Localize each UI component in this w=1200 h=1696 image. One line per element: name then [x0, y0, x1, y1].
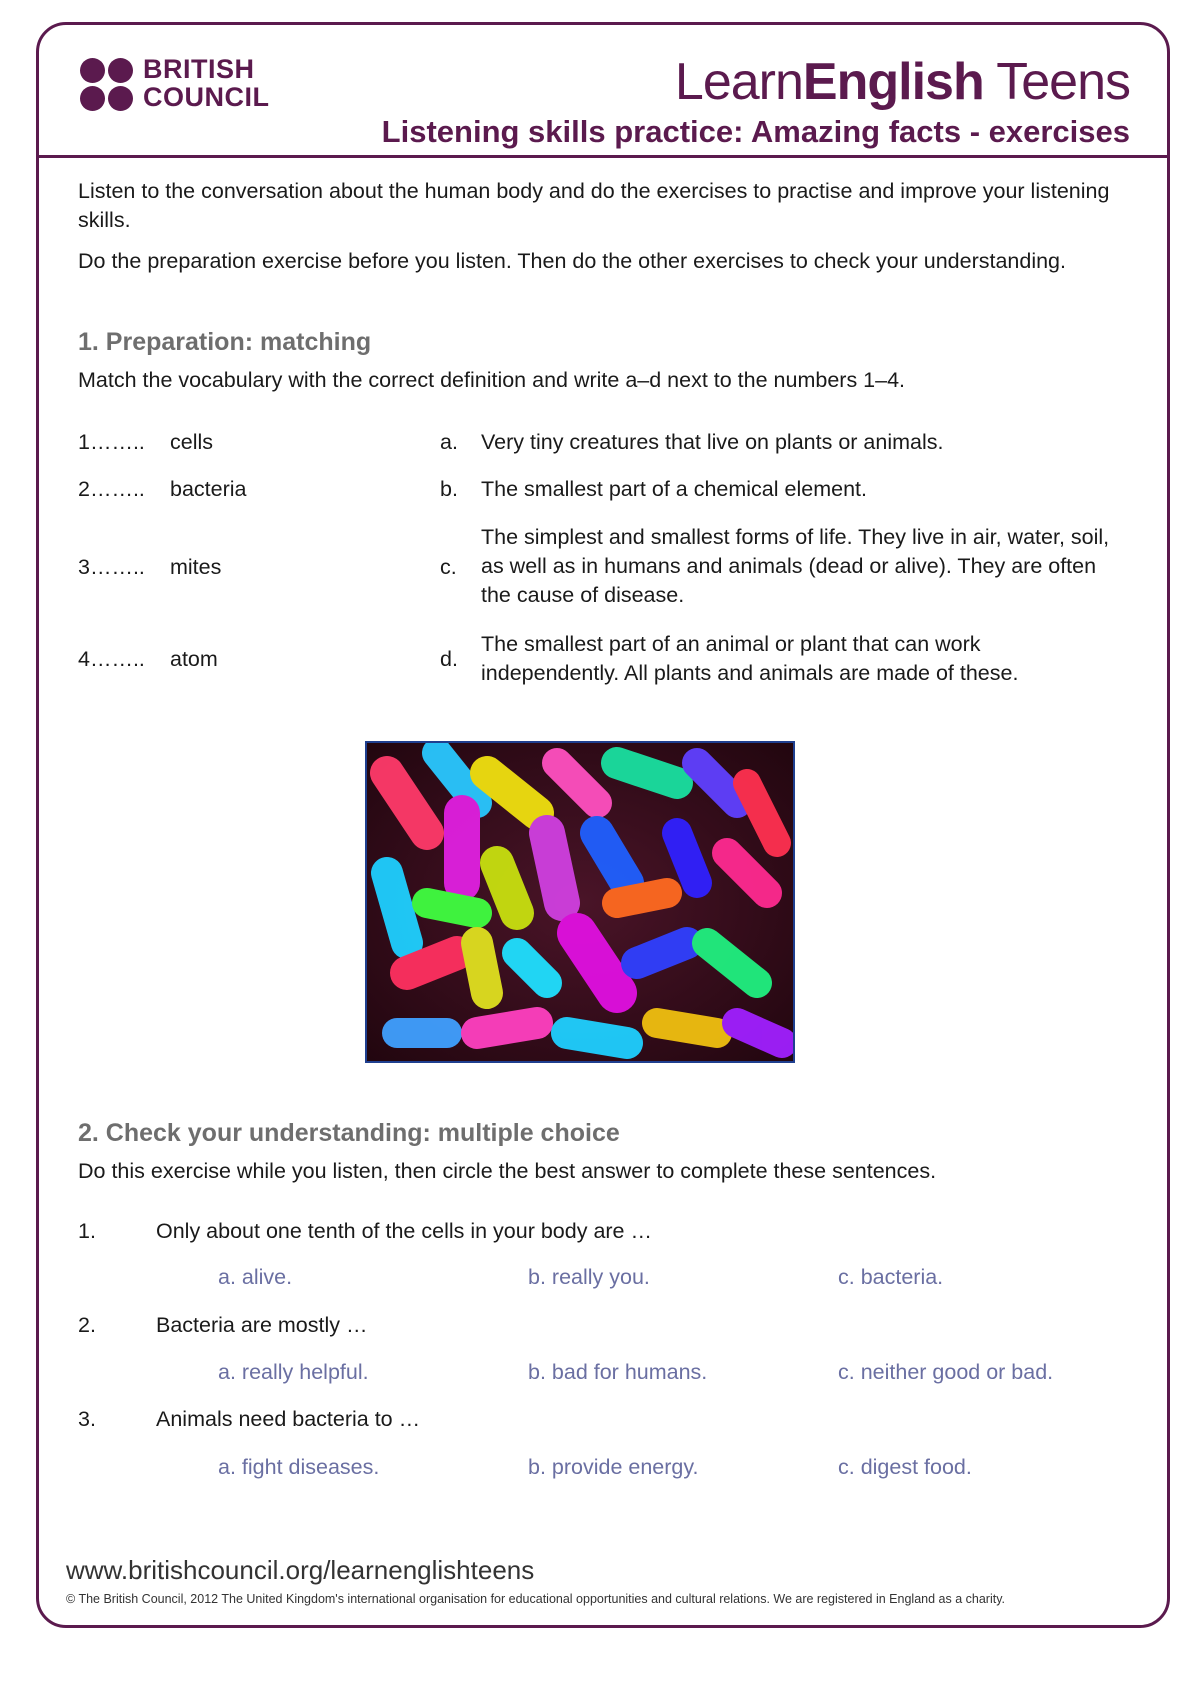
matching-letter: c.	[440, 555, 457, 579]
section-1-instruction: Match the vocabulary with the correct definition and write a–d next to the numbers 1–4.	[78, 368, 906, 392]
matching-word: atom	[170, 647, 218, 671]
matching-word: mites	[170, 555, 222, 579]
intro-paragraph-2: Do the preparation exercise before you listen. Then do the other exercises to check your understanding.	[78, 249, 1066, 273]
page-title: Listening skills practice: Amazing facts - exercises	[381, 114, 1130, 149]
footer-url[interactable]: www.britishcouncil.org/learnenglishteens	[66, 1555, 535, 1585]
intro-paragraph-1: Listen to the conversation about the human body and do the exercises to practise and improve your listening skills.	[78, 179, 1110, 232]
matching-word: bacteria	[170, 477, 247, 501]
answer-option[interactable]: b. bad for humans.	[528, 1360, 708, 1384]
matching-definition: The simplest and smallest forms of life. They live in air, water, soil, as well as in humans and animals (dead or alive). They are often the cause of disease.	[481, 525, 1110, 607]
question-text: Bacteria are mostly …	[156, 1313, 368, 1337]
logo-learn: Learn	[674, 53, 803, 111]
question-number: 2.	[78, 1313, 96, 1337]
brand-line-2: COUNCIL	[143, 82, 270, 112]
answer-option[interactable]: c. bacteria.	[838, 1265, 944, 1289]
british-council-dots-icon	[80, 58, 133, 111]
question-text: Animals need bacteria to …	[156, 1407, 421, 1431]
header-divider	[36, 155, 1170, 158]
matching-number: 2……..	[78, 477, 145, 501]
intro	[78, 177, 1118, 288]
answer-option[interactable]: a. really helpful.	[218, 1360, 369, 1384]
matching-word: cells	[170, 430, 214, 454]
matching-number: 3……..	[78, 555, 145, 579]
section-1-heading: 1. Preparation: matching	[78, 328, 372, 356]
matching-number: 4……..	[78, 647, 145, 671]
matching-letter: a.	[440, 430, 458, 454]
learnenglish-teens-logo	[675, 52, 1130, 112]
answer-option[interactable]: c. digest food.	[838, 1455, 972, 1479]
matching-number: 1……..	[78, 430, 145, 454]
answer-option[interactable]: b. really you.	[528, 1265, 650, 1289]
matching-letter: d.	[440, 647, 458, 671]
bacteria-illustration	[365, 741, 795, 1063]
british-council-logo	[80, 56, 270, 112]
answer-option[interactable]: a. alive.	[218, 1265, 293, 1289]
matching-definition: Very tiny creatures that live on plants or animals.	[481, 430, 944, 454]
matching-definition: The smallest part of a chemical element.	[481, 477, 867, 501]
answer-option[interactable]: c. neither good or bad.	[838, 1360, 1054, 1384]
answer-option[interactable]: a. fight diseases.	[218, 1455, 380, 1479]
logo-english: English	[802, 53, 984, 111]
matching-definition: The smallest part of an animal or plant that can work independently. All plants and animals are made of these.	[481, 632, 1019, 685]
answer-option[interactable]: b. provide energy.	[528, 1455, 699, 1479]
logo-teens: Teens	[983, 53, 1130, 111]
brand-line-1: BRITISH	[143, 54, 255, 84]
section-2-heading: 2. Check your understanding: multiple choice	[78, 1119, 620, 1147]
question-text: Only about one tenth of the cells in your body are …	[156, 1219, 652, 1243]
question-number: 1.	[78, 1219, 96, 1243]
matching-letter: b.	[440, 477, 458, 501]
section-2-instruction: Do this exercise while you listen, then circle the best answer to complete these sentences.	[78, 1159, 937, 1183]
question-number: 3.	[78, 1407, 96, 1431]
footer-copyright: © The British Council, 2012 The United Kingdom's international organisation for educational opportunities and cultural relations. We are registered in England as a charity.	[66, 1592, 1005, 1606]
